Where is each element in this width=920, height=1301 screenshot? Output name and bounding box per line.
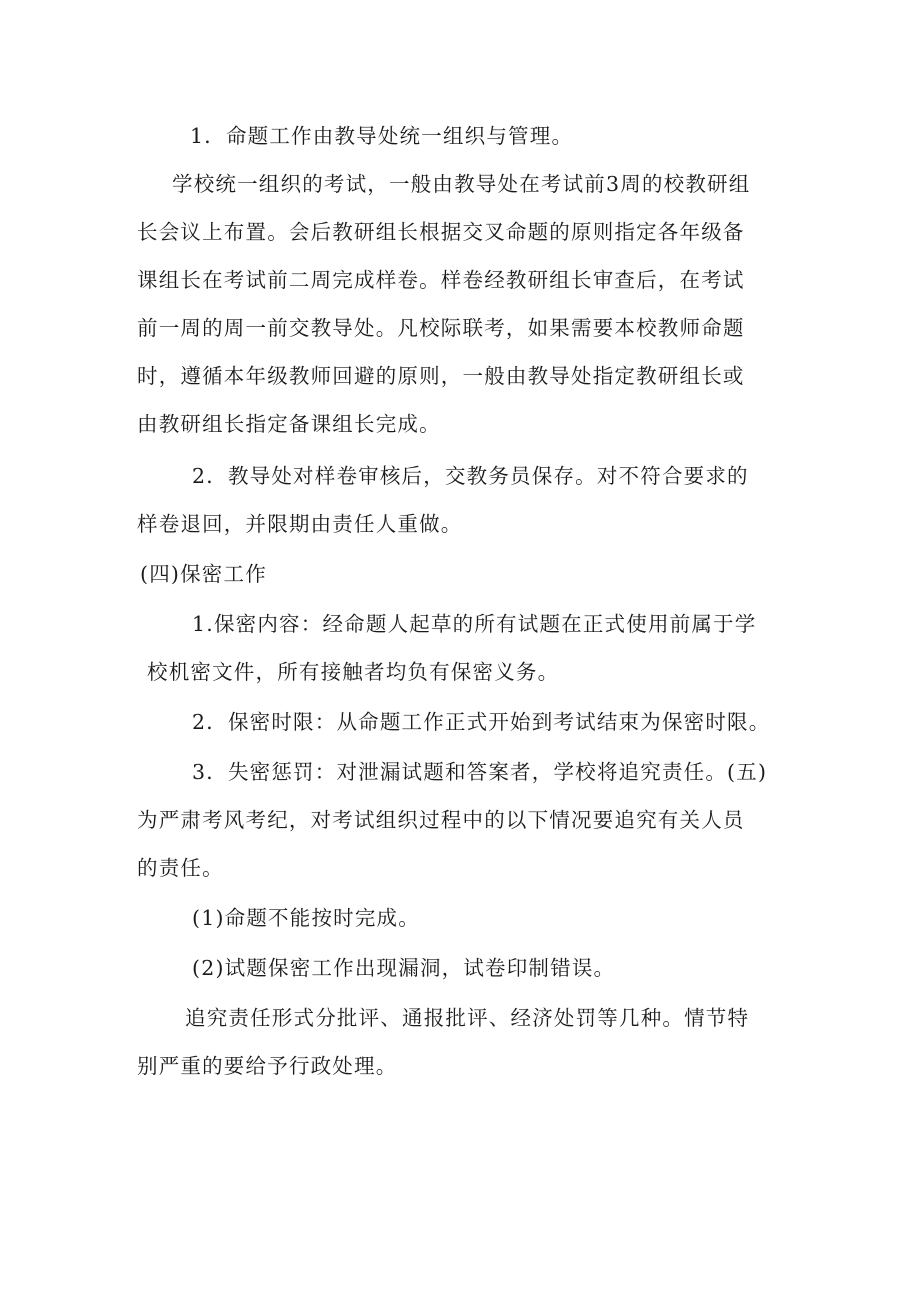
document-line: 2．保密时限：从命题工作正式开始到考试结束为保密时限。 [192, 710, 771, 734]
document-line: 校机密文件，所有接触者均负有保密义务。 [147, 660, 560, 684]
document-line: 1．命题工作由教导处统一组织与管理。 [190, 124, 574, 148]
document-line: 的责任。 [137, 856, 224, 880]
list-item: (2)试题保密工作出现漏洞，试卷印制错误。 [192, 956, 616, 980]
document-line: 前一周的周一前交教导处。凡校际联考，如果需要本校教师命题 [137, 316, 745, 340]
document-line: 为严肃考风考纪，对考试组织过程中的以下情况要追究有关人员 [137, 808, 745, 832]
document-line: 长会议上布置。会后教研组长根据交叉命题的原则指定各年级备 [137, 220, 745, 244]
document-line: 追究责任形式分批评、通报批评、经济处罚等几种。情节特 [185, 1006, 750, 1030]
list-item: (1)命题不能按时完成。 [192, 906, 420, 930]
document-line: 3．失密惩罚：对泄漏试题和答案者，学校将追究责任。(五) [192, 760, 768, 784]
section-heading: (四)保密工作 [140, 562, 267, 586]
document-line: 学校统一组织的考试，一般由教导处在考试前3周的校教研组 [172, 172, 751, 196]
document-line: 别严重的要给予行政处理。 [137, 1054, 398, 1078]
document-line: 课组长在考试前二周完成样卷。样卷经教研组长审查后，在考试 [137, 268, 745, 292]
document-line: 时，遵循本年级教师回避的原则，一般由教导处指定教研组长或 [137, 364, 745, 388]
document-line: 2．教导处对样卷审核后，交教务员保存。对不符合要求的 [192, 464, 749, 488]
document-line: 由教研组长指定备课组长完成。 [137, 412, 441, 436]
document-line: 样卷退回，并限期由责任人重做。 [137, 512, 463, 536]
document-line: 1.保密内容：经命题人起草的所有试题在正式使用前属于学 [192, 612, 757, 636]
